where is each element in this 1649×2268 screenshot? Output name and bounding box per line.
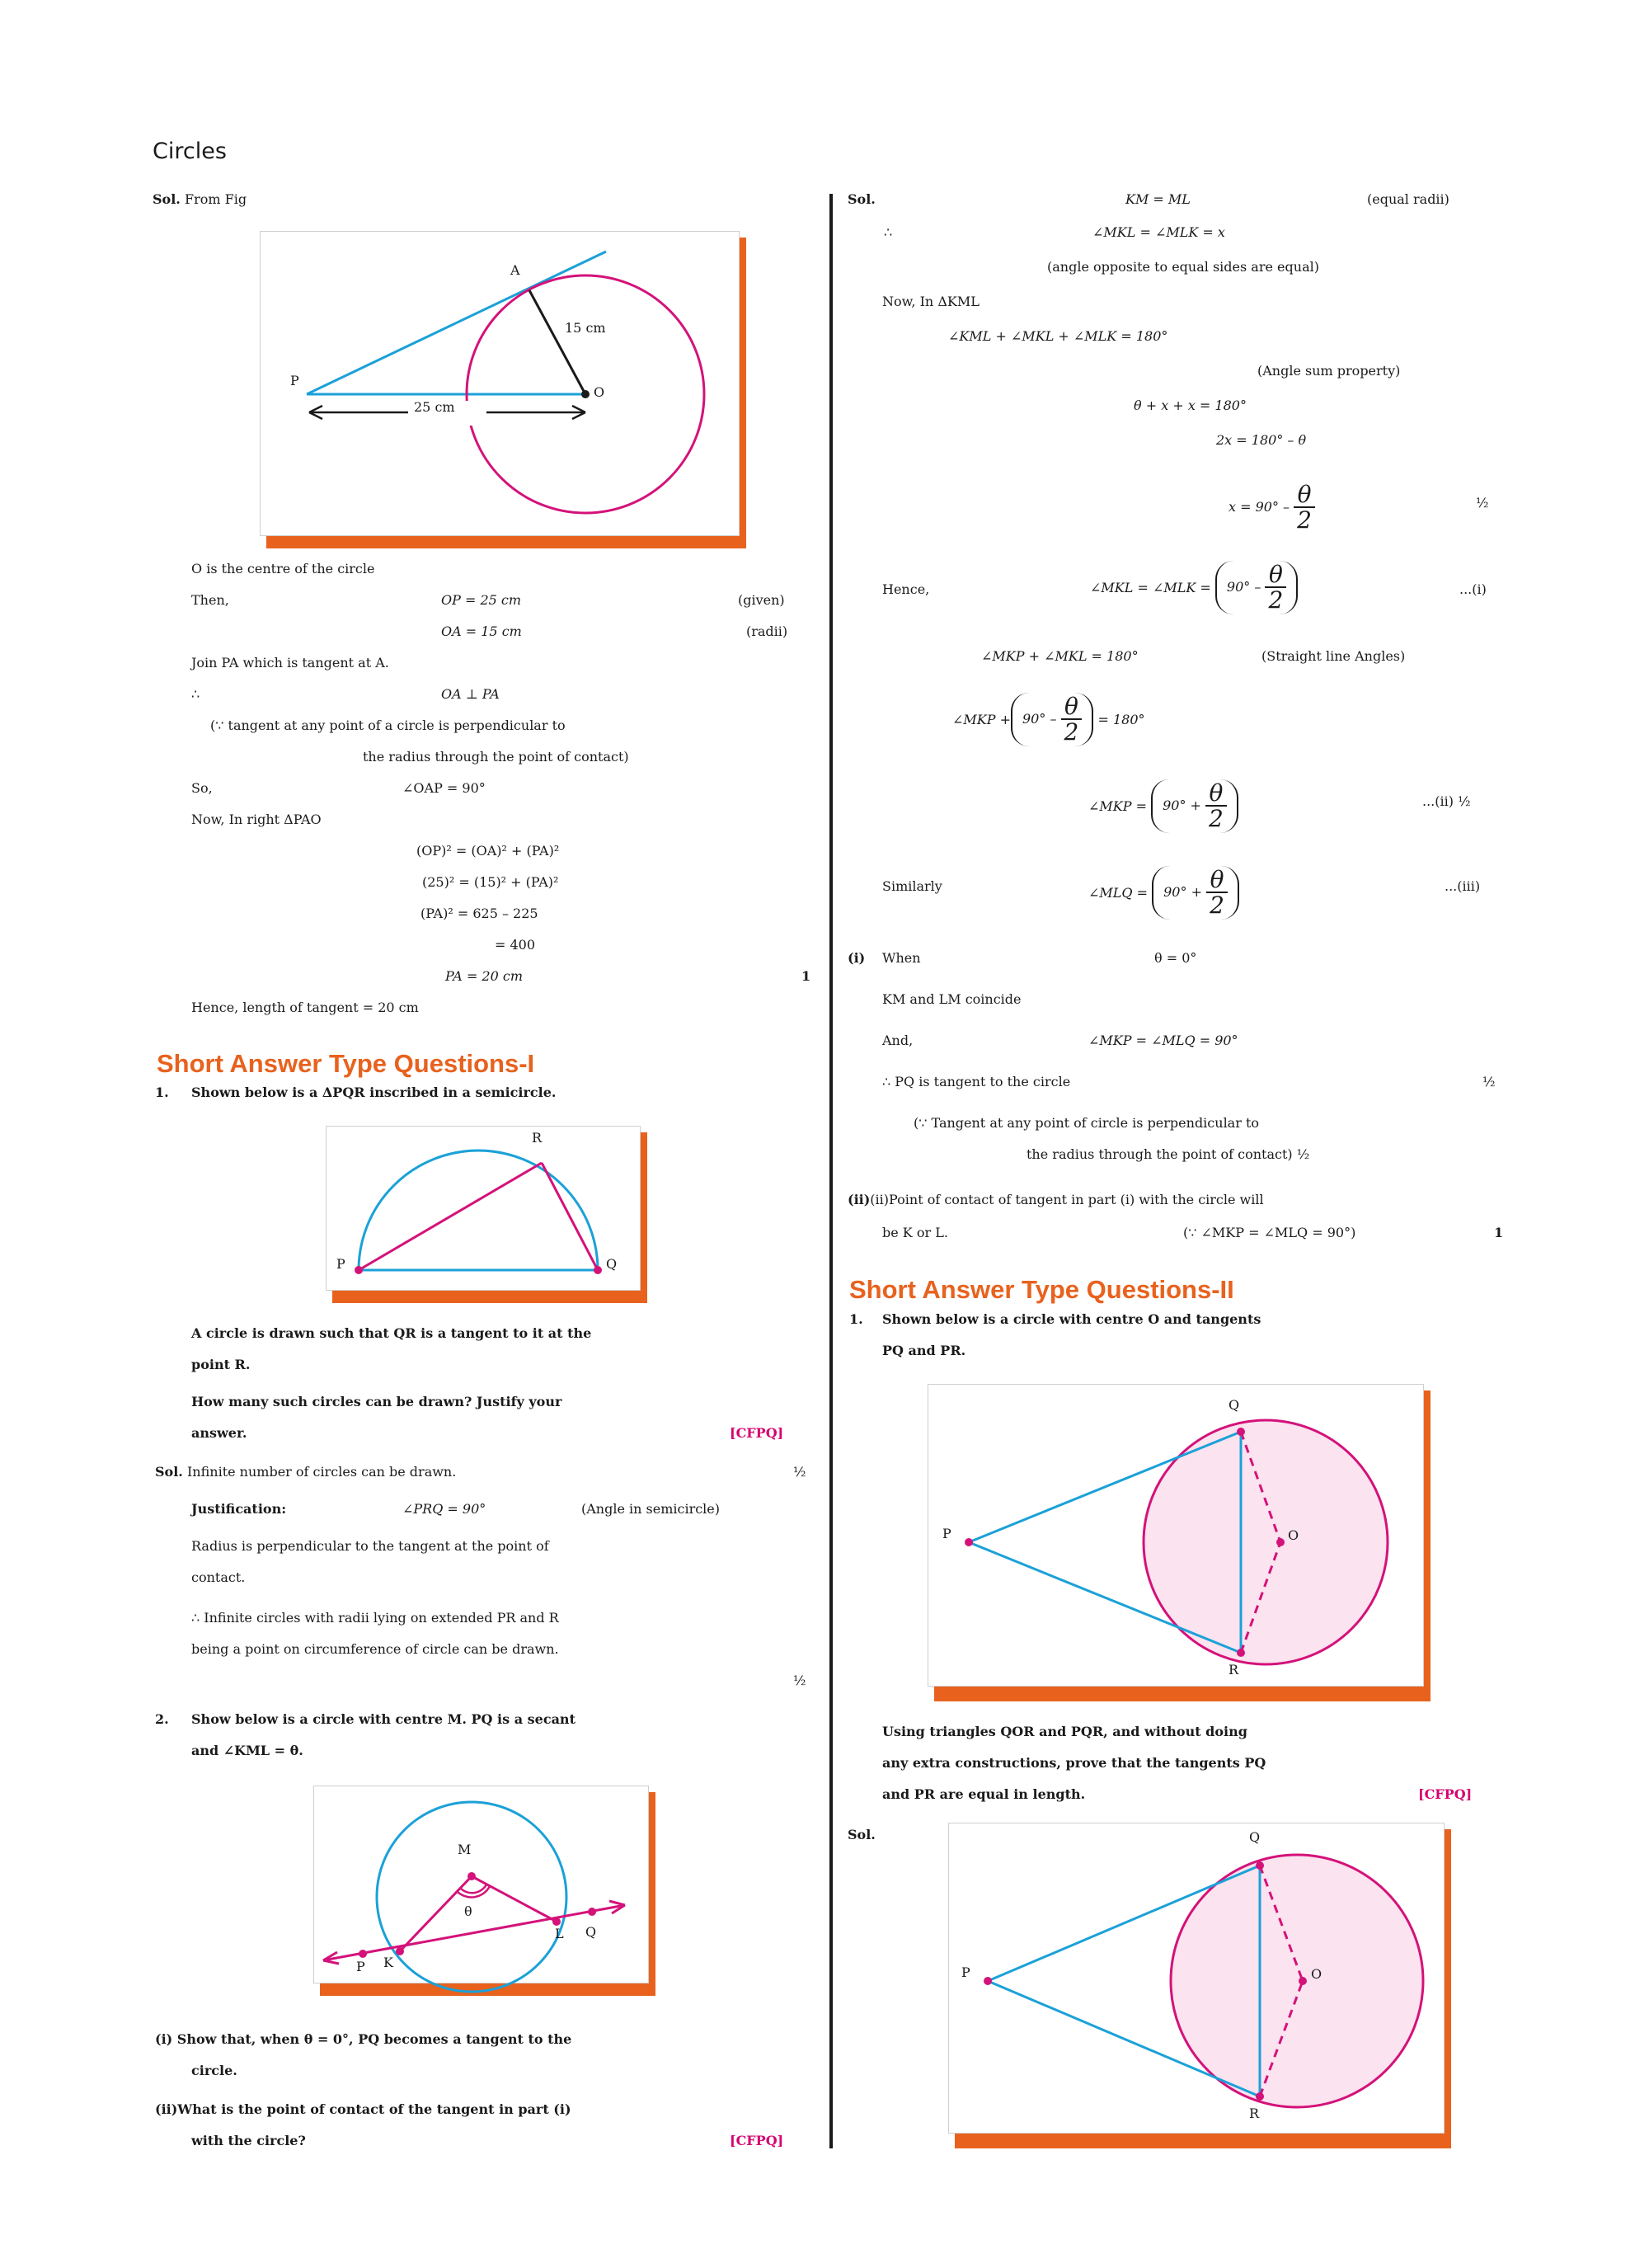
eq: ∠MKL = ∠MLK = x [1092, 224, 1225, 240]
label-P: P [336, 1256, 345, 1272]
label-Q: Q [606, 1256, 618, 1272]
label-Q: Q [1249, 1829, 1261, 1845]
eq: ∠MKP + 90° – $\frac{\theta}{2}$ = 180° [952, 693, 1145, 746]
q-num: 1. [849, 1311, 863, 1327]
text: Hence, [882, 581, 930, 597]
eq: KM = ML [1125, 191, 1191, 207]
part-label: (i) [848, 950, 866, 966]
cfpq-tag: [CFPQ] [1418, 1786, 1473, 1802]
q-text: (ii)What is the point of contact of the tangent in part (i) [155, 2101, 571, 2117]
text: Hence, length of tangent = 20 cm [191, 1000, 419, 1015]
q-num: 1. [155, 1085, 169, 1100]
text: So, [191, 780, 213, 796]
q-text: A circle is drawn such that QR is a tangent to it at the [191, 1325, 592, 1341]
text: the radius through the point of contact) [363, 749, 629, 765]
figure-tangents-solution [948, 1823, 1451, 2148]
label-distance: 25 cm [414, 399, 455, 415]
text: And, [882, 1033, 914, 1048]
sol-line: Sol. Infinite number of circles can be drawn. [155, 1464, 457, 1480]
label-R: R [1249, 2106, 1260, 2121]
label-Q: Q [1229, 1397, 1240, 1413]
therefore: ∴ [884, 224, 893, 240]
figure-tangent-pa-drawing [260, 231, 746, 548]
column-divider [829, 194, 833, 2148]
reason: (given) [738, 592, 785, 608]
eq: OP = 25 cm [441, 592, 522, 608]
q-text: (i) Show that, when θ = 0°, PQ becomes a tangent to the [155, 2031, 572, 2047]
q-text: with the circle? [191, 2133, 306, 2148]
q-text: Shown below is a circle with centre O and tangents [882, 1311, 1261, 1327]
eq-number: ...(i) [1459, 581, 1487, 597]
eq: ∠OAP = 90° [402, 780, 486, 796]
text: Join PA which is tangent at A. [191, 655, 389, 671]
eq: 2x = 180° – θ [1216, 432, 1307, 448]
marks: ½ [1476, 495, 1489, 511]
text: the radius through the point of contact) ½ [1027, 1146, 1310, 1162]
label-P: P [356, 1959, 365, 1974]
text: being a point on circumference of circle can be drawn. [191, 1641, 559, 1657]
q-text: Using triangles QOR and PQR, and without doing [882, 1724, 1247, 1739]
label-Q: Q [585, 1924, 597, 1940]
label-K: K [383, 1955, 393, 1970]
marks: ½ [793, 1673, 806, 1688]
figure-tangents-solution-drawing [948, 1823, 1451, 2148]
label-P: P [290, 373, 299, 388]
text: O is the centre of the circle [191, 561, 375, 576]
text: be K or L. [882, 1225, 948, 1240]
figure-tangents-pq-pr-drawing [928, 1384, 1431, 1701]
eq: ∠KML + ∠MKL + ∠MLK = 180° [948, 328, 1168, 344]
q-text: any extra constructions, prove that the tangents PQ [882, 1755, 1266, 1771]
eq: ∠MKL = ∠MLK = 90° – $\frac{\theta}{2}$ [1090, 561, 1298, 614]
q-text: Show below is a circle with centre M. PQ is a secant [191, 1711, 576, 1727]
q-text: and ∠KML = θ. [191, 1743, 303, 1758]
label-P: P [961, 1965, 970, 1980]
cfpq-tag: [CFPQ] [730, 2133, 784, 2148]
eq: OA = 15 cm [441, 623, 522, 639]
text: (ii)(ii)Point of contact of tangent in part (i) with the circle will [848, 1192, 1264, 1207]
label-P: P [942, 1526, 951, 1541]
reason: (Straight line Angles) [1261, 648, 1406, 664]
text: contact. [191, 1569, 246, 1585]
eq: (OP)² = (OA)² + (PA)² [416, 843, 560, 859]
text: ∴ Infinite circles with radii lying on extended PR and R [191, 1610, 559, 1626]
text: (∵ Tangent at any point of circle is perpendicular to [914, 1115, 1260, 1131]
label-A: A [510, 262, 520, 278]
marks: ½ [1482, 1074, 1496, 1089]
q-text: answer. [191, 1425, 247, 1441]
label-R: R [532, 1130, 543, 1146]
text: KM and LM coincide [882, 991, 1022, 1007]
figure-secant [313, 1786, 655, 1996]
eq: ∠MKP = ∠MLQ = 90° [1088, 1033, 1238, 1048]
eq: OA ⊥ PA [441, 686, 500, 702]
figure-semicircle-drawing [326, 1126, 647, 1303]
therefore: ∴ [191, 686, 200, 702]
figure-tangent-pa [260, 231, 746, 548]
label-O: O [1288, 1527, 1299, 1543]
section-heading-2: Short Answer Type Questions-II [849, 1275, 1234, 1304]
q-text: and PR are equal in length. [882, 1786, 1086, 1802]
label-R: R [1229, 1662, 1239, 1677]
label-radius: 15 cm [565, 320, 606, 336]
text: Radius is perpendicular to the tangent at the point of [191, 1538, 549, 1554]
eq: ∠MKP + ∠MKL = 180° [981, 648, 1139, 664]
q-text: How many such circles can be drawn? Justify your [191, 1394, 562, 1409]
text: ∴ PQ is tangent to the circle [882, 1074, 1071, 1089]
label-M: M [458, 1842, 472, 1857]
reason: (Angle in semicircle) [581, 1501, 721, 1517]
section-heading-1: Short Answer Type Questions-I [157, 1049, 535, 1078]
text: (∵ tangent at any point of a circle is perpendicular to [210, 718, 566, 733]
text: Similarly [882, 878, 942, 894]
q-num: 2. [155, 1711, 169, 1727]
sol-lead: Sol. [848, 1827, 876, 1842]
eq: (PA)² = 625 – 225 [420, 906, 538, 921]
label-O: O [594, 384, 605, 400]
label-theta: θ [464, 1903, 472, 1919]
reason: (∵ ∠MKP = ∠MLQ = 90°) [1183, 1225, 1356, 1240]
q-title: Shown below is a ΔPQR inscribed in a semicircle. [191, 1085, 557, 1100]
eq: PA = 20 cm [445, 968, 524, 984]
eq-number: ...(ii) ½ [1422, 793, 1471, 809]
eq: ∠MKP = 90° + $\frac{\theta}{2}$ [1088, 779, 1238, 833]
marks: ½ [793, 1464, 806, 1480]
text: Now, In right ΔPAO [191, 812, 322, 827]
label-L: L [555, 1926, 564, 1941]
eq-number: ...(iii) [1445, 878, 1481, 894]
reason: (Angle sum property) [1257, 363, 1401, 379]
eq: ∠PRQ = 90° [402, 1501, 486, 1517]
figure-semicircle [326, 1126, 647, 1303]
reason: (radii) [746, 623, 788, 639]
eq: θ + x + x = 180° [1134, 398, 1247, 413]
text: Then, [191, 592, 229, 608]
marks: 1 [1494, 1225, 1504, 1240]
reason: (angle opposite to equal sides are equal) [1047, 259, 1319, 275]
q-text: circle. [191, 2063, 237, 2078]
reason: (equal radii) [1367, 191, 1449, 207]
text: Now, In ΔKML [882, 294, 980, 309]
figure-tangents-pq-pr [928, 1384, 1431, 1701]
text: When [882, 950, 921, 966]
eq: (25)² = (15)² + (PA)² [422, 874, 559, 890]
running-header: Circles [153, 139, 227, 164]
sol1-line: Sol. From Fig [153, 191, 247, 207]
q-text: point R. [191, 1357, 251, 1372]
eq: x = 90° – $\frac{\theta}{2}$ [1229, 482, 1315, 533]
marks: 1 [801, 968, 811, 984]
cfpq-tag: [CFPQ] [730, 1425, 784, 1441]
q-text: PQ and PR. [882, 1343, 966, 1358]
eq: ∠MLQ = 90° + $\frac{\theta}{2}$ [1088, 866, 1239, 920]
eq: = 400 [495, 937, 536, 953]
justification-label: Justification: [191, 1501, 287, 1517]
eq: θ = 0° [1154, 950, 1197, 966]
sol-lead: Sol. [848, 191, 876, 207]
label-O: O [1311, 1966, 1322, 1982]
